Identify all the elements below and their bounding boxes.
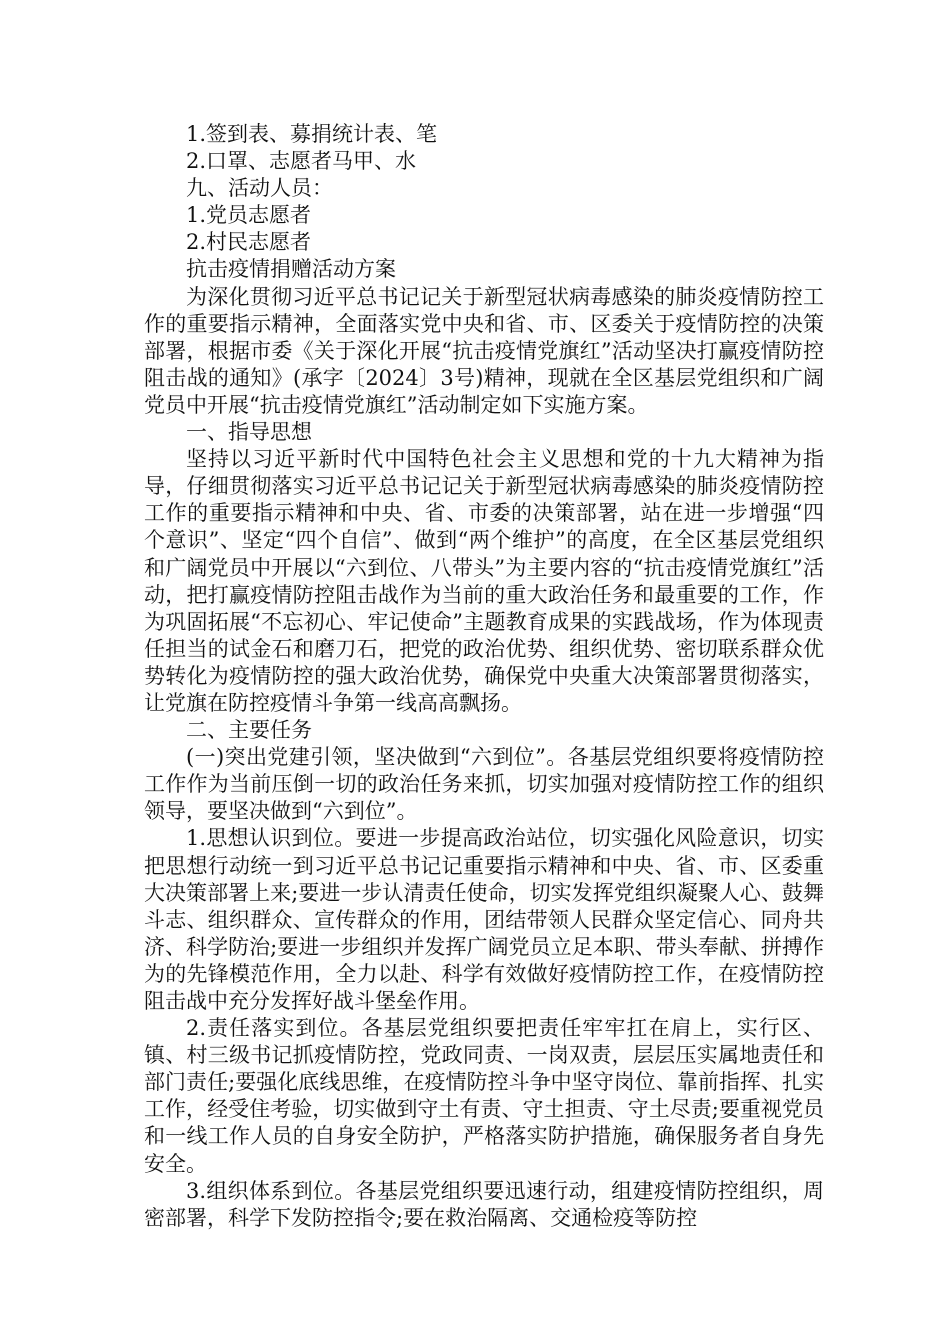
guiding-thought-paragraph: 坚持以习近平新时代中国特色社会主义思想和党的十九大精神为指导，仔细贯彻落实习近平总书记记关于新型冠状病毒感染的肺炎疫情防控工作的重要指示精神和中央、省、市委的决策部署，站在进一步增强“四个意识”、坚定“四个自信”、做到“两个维护”的高度，在全区基层党组织和广阔党员中开展以“六到位、八带头”为主要内容的“抗击疫情党旗红”活动，把打赢疫情防控阻击战作为当前的重大政治任务和最重要的工作，作为巩固拓展“不忘初心、牢记使命”主题教育成果的实践战场，作为体现责任担当的试金石和磨刀石，把党的政治优势、组织优势、密切联系群众优势转化为疫情防控的强大政治优势，确保党中央重大决策部署贯彻落实，让党旗在防控疫情斗争第一线高高飘扬。 bbox=[144, 447, 824, 715]
intro-paragraph: 为深化贯彻习近平总书记记关于新型冠状病毒感染的肺炎疫情防控工作的重要指示精神，全面落实党中央和省、市、区委关于疫情防控的决策部署，根据市委《关于深化开展“抗击疫情党旗红”活动坚决打赢疫情防控阻击战的通知》(承字〔2024〕3号)精神，现就在全区基层党组织和广阔党员中开展“抗击疫情党旗红”活动制定如下实施方案。 bbox=[144, 284, 824, 417]
document-title: 抗击疫情捐赠活动方案 bbox=[186, 257, 396, 282]
personnel-item-2: 2.村民志愿者 bbox=[186, 230, 312, 255]
material-item-1: 1.签到表、募捐统计表、笔 bbox=[186, 122, 438, 146]
section-heading-main-tasks: 二、主要任务 bbox=[186, 718, 312, 743]
personnel-item-1: 1.党员志愿者 bbox=[186, 203, 312, 228]
task-1-item-2: 2.责任落实到位。各基层党组织要把责任牢牢扛在肩上，实行区、镇、村三级书记抓疫情防控，党政同责、一岗双责，层层压实属地责任和部门责任;要强化底线思维，在疫情防控斗争中坚守岗位、靠前指挥、扎实工作，经受住考验，切实做到守土有责、守土担责、守土尽责;要重视党员和一线工作人员的自身安全防护，严格落实防护措施，确保服务者自身先安全。 bbox=[144, 1016, 824, 1176]
section-heading-guiding-thought: 一、指导思想 bbox=[186, 420, 312, 445]
document-page bbox=[144, 121, 824, 1232]
section-heading-personnel: 九、活动人员： bbox=[186, 176, 333, 201]
task-1-item-1: 1.思想认识到位。要进一步提高政治站位，切实强化风险意识，切实把思想行动统一到习近平总书记记重要指示精神和中央、省、市、区委重大决策部署上来;要进一步认清责任使命，切实发挥党组织凝聚人心、鼓舞斗志、组织群众、宣传群众的作用，团结带领人民群众坚定信心、同舟共济、科学防治;要进一步组织并发挥广阔党员立足本职、带头奉献、拼搏作为的先锋模范作用，全力以赴、科学有效做好疫情防控工作，在疫情防控阻击战中充分发挥好战斗堡垒作用。 bbox=[144, 826, 824, 1013]
task-1-paragraph: (一)突出党建引领，坚决做到“六到位”。各基层党组织要将疫情防控工作作为当前压倒一切的政治任务来抓，切实加强对疫情防控工作的组织领导，要坚决做到“六到位”。 bbox=[144, 745, 824, 824]
material-item-2: 2.口罩、志愿者马甲、水 bbox=[186, 149, 417, 174]
task-1-item-3: 3.组织体系到位。各基层党组织要迅速行动，组建疫情防控组织，周密部署，科学下发防控指令;要在救治隔离、交通检疫等防控 bbox=[144, 1178, 824, 1230]
